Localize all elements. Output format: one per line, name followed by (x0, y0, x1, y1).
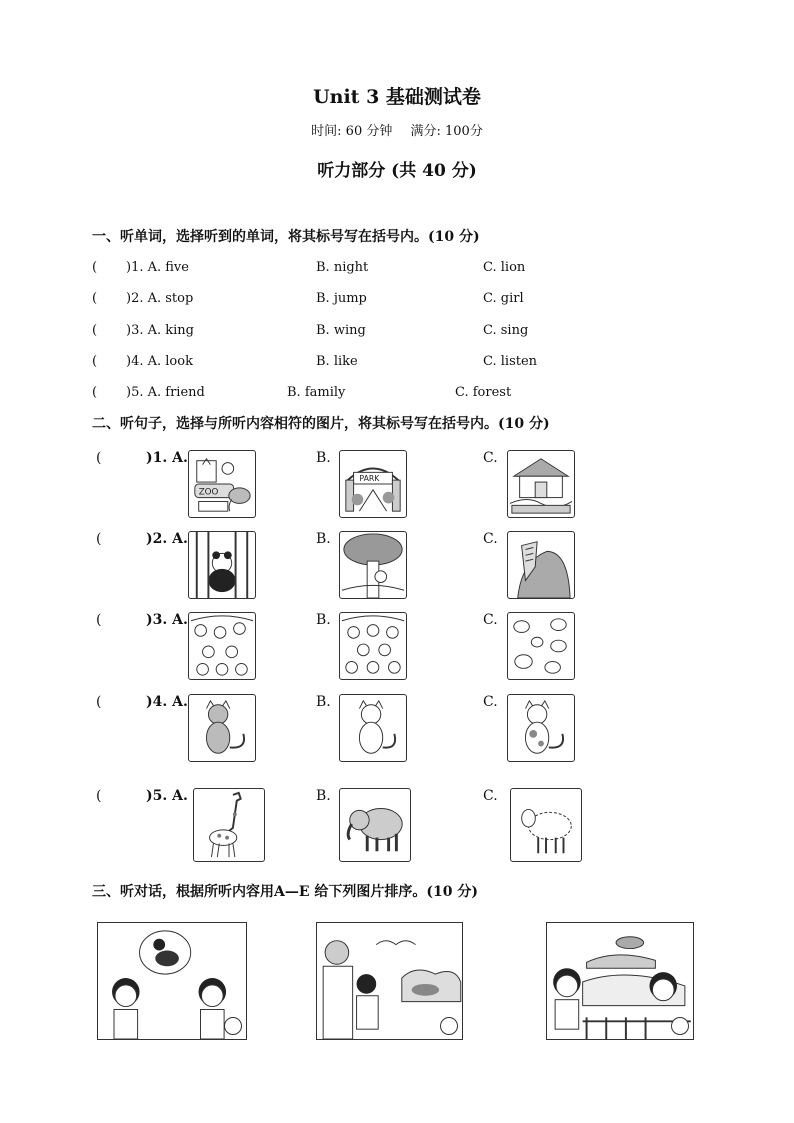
zoo-animals-picture (188, 450, 256, 518)
option-b-label: B. (316, 450, 331, 466)
option-a-label: )3. A. (146, 612, 188, 628)
answer-paren[interactable]: ( (92, 323, 98, 338)
s1-question-2 (92, 291, 712, 311)
section-part-title: 听力部分 (共 40 分) (317, 161, 477, 181)
s2-question-2 (96, 531, 716, 601)
answer-paren[interactable]: ( (96, 694, 102, 710)
giraffe-picture (193, 788, 265, 862)
cat-white-picture (339, 694, 407, 762)
option-b-label: B. (316, 531, 331, 547)
exam-time: 时间: 60 分钟 (311, 124, 393, 139)
answer-paren[interactable]: ( (96, 531, 102, 547)
option-a-label: )5. A. (146, 788, 188, 804)
option-c: C. lion (483, 260, 526, 275)
order-answer-circle[interactable] (671, 1017, 689, 1035)
order-answer-circle[interactable] (224, 1017, 242, 1035)
chickens-picture (507, 612, 575, 680)
s1-question-4 (92, 354, 712, 374)
option-c-label: C. (483, 612, 498, 628)
page-title: Unit 3 基础测试卷 (313, 86, 481, 108)
farm-house-picture (507, 450, 575, 518)
option-b-label: B. (316, 612, 331, 628)
monkey-in-tree-picture (339, 531, 407, 599)
tiger-on-rock-picture (507, 531, 575, 599)
option-a-label: )4. A. (146, 694, 188, 710)
sheep-picture (510, 788, 582, 862)
elephant-picture (339, 788, 411, 862)
kids-talking-panda-picture (97, 922, 247, 1040)
option-c-label: C. (483, 788, 498, 804)
option-c-label: C. (483, 694, 498, 710)
answer-paren[interactable]: ( (96, 788, 102, 804)
section-2-heading: 二、听句子，选择与所听内容相符的图片，将其标号写在括号内。(10 分) (92, 416, 550, 432)
option-a: )4. A. look (126, 354, 193, 369)
option-b: B. family (287, 385, 346, 400)
answer-paren[interactable]: ( (92, 385, 98, 400)
svg-text:ZOO: ZOO (198, 487, 219, 498)
answer-paren[interactable]: ( (92, 354, 98, 369)
option-b: B. jump (316, 291, 367, 306)
kids-watching-tiger-picture (546, 922, 694, 1040)
answer-paren[interactable]: ( (96, 450, 102, 466)
option-c-label: C. (483, 531, 498, 547)
option-c: C. sing (483, 323, 529, 338)
s2-question-4 (96, 694, 716, 764)
answer-paren[interactable]: ( (92, 291, 98, 306)
order-answer-circle[interactable] (440, 1017, 458, 1035)
s2-question-1 (96, 450, 716, 520)
cat-grey-picture (188, 694, 256, 762)
family-at-zoo-picture (316, 922, 463, 1040)
option-b-label: B. (316, 788, 331, 804)
option-a: )3. A. king (126, 323, 194, 338)
option-b: B. night (316, 260, 369, 275)
option-c: C. listen (483, 354, 538, 369)
monkeys-group-picture (188, 612, 256, 680)
option-c-label: C. (483, 450, 498, 466)
section-1-heading: 一、听单词，选择听到的单词，将其标号写在括号内。(10 分) (92, 229, 480, 245)
exam-meta (0, 120, 794, 139)
park-sign: PARK (359, 474, 380, 484)
monkeys-group-2-picture (339, 612, 407, 680)
s1-question-1 (92, 260, 712, 280)
panda-in-cage-picture (188, 531, 256, 599)
park-gate-picture (339, 450, 407, 518)
answer-paren[interactable]: ( (96, 612, 102, 628)
option-a: )1. A. five (126, 260, 189, 275)
s2-question-3 (96, 612, 716, 682)
exam-score: 满分: 100分 (410, 124, 483, 139)
option-b: B. like (316, 354, 358, 369)
option-a: )2. A. stop (126, 291, 194, 306)
answer-paren[interactable]: ( (92, 260, 98, 275)
s2-question-5 (96, 788, 716, 864)
s1-question-5 (92, 385, 712, 405)
option-c: C. forest (455, 385, 512, 400)
option-a: )5. A. friend (126, 385, 205, 400)
option-a-label: )2. A. (146, 531, 188, 547)
option-c: C. girl (483, 291, 524, 306)
option-a-label: )1. A. (146, 450, 188, 466)
section-3-heading: 三、听对话，根据所听内容用A—E 给下列图片排序。(10 分) (92, 884, 479, 900)
option-b: B. wing (316, 323, 366, 338)
cat-spotted-picture (507, 694, 575, 762)
option-b-label: B. (316, 694, 331, 710)
s1-question-3 (92, 323, 712, 343)
